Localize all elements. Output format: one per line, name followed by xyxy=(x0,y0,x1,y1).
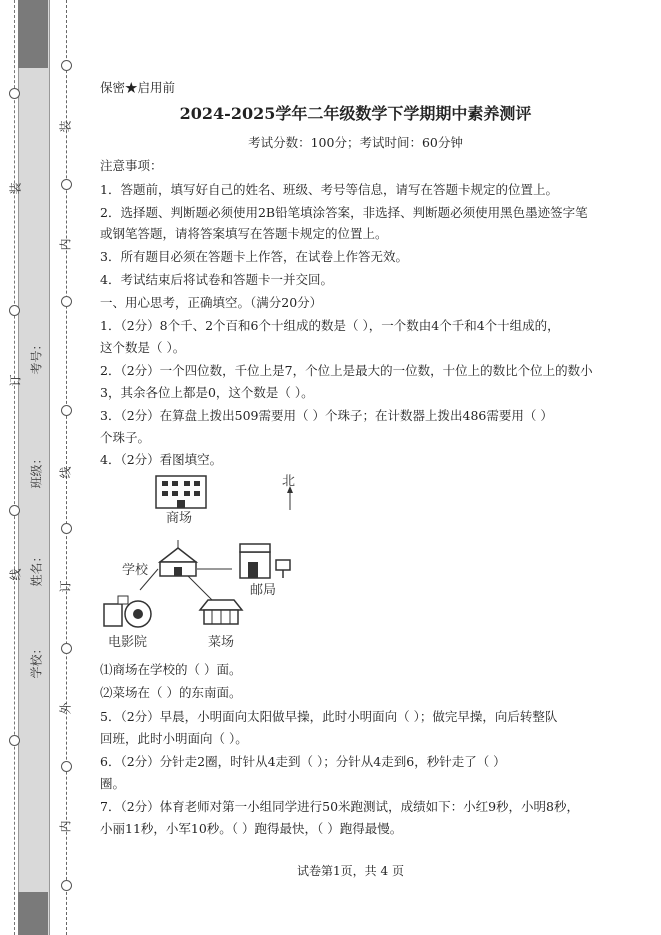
question-line: ⑵菜场在（ ）的东南面。 xyxy=(100,685,242,700)
inner-mark: 内 xyxy=(58,820,73,833)
market-label: 菜场 xyxy=(208,635,235,650)
binding-hole xyxy=(61,643,72,654)
post-office-icon xyxy=(240,544,290,578)
inner-mark: 内 xyxy=(58,238,73,251)
outer-mark: 线 xyxy=(8,568,23,581)
cinema-icon xyxy=(104,596,151,627)
outer-mark: 订 xyxy=(8,374,23,387)
notice-item: 1．答题前，填写好自己的姓名、班级、考号等信息，请写在答题卡规定的位置上。 xyxy=(100,182,558,197)
school-icon xyxy=(160,540,196,576)
question-line: 1．（2分）8个千、2个百和6个十组成的数是（ ），一个数由4个千和4个十组成的， xyxy=(100,318,560,333)
inner-mark: 线 xyxy=(58,466,73,479)
mall-label: 商场 xyxy=(166,511,193,526)
question-line: 这个数是（ ）。 xyxy=(100,340,186,355)
binding-hole xyxy=(61,880,72,891)
notice-item: 2．选择题、判断题必须使用2B铅笔填涂答案，非选择、判断题必须使用黑色墨迹签字笔 xyxy=(100,205,588,220)
page-title: 2024-2025学年二年级数学下学期期中素养测评 xyxy=(179,104,532,123)
binding-hole xyxy=(61,405,72,416)
question-line: 小丽11秒，小军10秒。（ ）跑得最快，（ ）跑得最慢。 xyxy=(100,821,403,836)
field-exam-number: 考号： xyxy=(29,338,44,375)
market-icon xyxy=(200,600,242,624)
field-class: 班级： xyxy=(29,452,44,489)
question-line: 回班，此时小明面向（ ）。 xyxy=(100,731,248,746)
question-line: 2．（2分）一个四位数，千位上是7，个位上是最大的一位数，十位上的数比个位上的数小 xyxy=(100,363,593,378)
post-office-label: 邮局 xyxy=(250,583,277,598)
notice-item: 或钢笔答题，请将答案填写在答题卡规定的位置上。 xyxy=(100,226,388,241)
notice-heading: 注意事项： xyxy=(100,158,163,173)
question-line: 3．（2分）在算盘上拨出509需要用（ ）个珠子；在计数器上拨出486需要用（ ） xyxy=(100,408,553,423)
question-line: 3，其余各位上都是0，这个数是（ ）。 xyxy=(100,385,314,400)
question-line: 圈。 xyxy=(100,776,126,791)
binding-strip-bottom-block xyxy=(18,892,48,935)
inner-mark: 装 xyxy=(58,120,73,133)
binding-hole xyxy=(9,305,20,316)
notice-item: 3．所有题目必须在答题卡上作答，在试卷上作答无效。 xyxy=(100,249,408,264)
binding-strip-top-block xyxy=(18,0,48,68)
question-line: 4．（2分）看图填空。 xyxy=(100,452,223,467)
question-line: 5．（2分）早晨，小明面向太阳做早操，此时小明面向（ ）；做完早操，向后转整队 xyxy=(100,709,558,724)
field-school: 学校： xyxy=(29,642,44,679)
section-heading: 一、用心思考，正确填空。（满分20分） xyxy=(100,295,323,310)
exam-info: 考试分数：100分；考试时间：60分钟 xyxy=(248,135,463,150)
secrecy-label: 保密★启用前 xyxy=(100,80,176,95)
binding-hole xyxy=(61,761,72,772)
inner-mark: 外 xyxy=(58,702,73,715)
outer-mark: 装 xyxy=(8,182,23,195)
binding-hole xyxy=(9,735,20,746)
notice-item: 4．考试结束后将试卷和答题卡一并交回。 xyxy=(100,272,333,287)
inner-mark: 订 xyxy=(58,580,73,593)
map-figure xyxy=(100,470,340,652)
binding-hole xyxy=(9,505,20,516)
binding-hole xyxy=(61,60,72,71)
mall-icon xyxy=(156,476,206,508)
question-line: 7．（2分）体育老师对第一小组同学进行50米跑测试，成绩如下：小红9秒，小明8秒， xyxy=(100,799,579,814)
question-line: ⑴商场在学校的（ ）面。 xyxy=(100,662,242,677)
north-label: 北 xyxy=(282,474,296,489)
question-line: 6．（2分）分针走2圈，时针从4走到（ ）；分针从4走到6，秒针走了（ ） xyxy=(100,754,506,769)
cinema-label: 电影院 xyxy=(108,635,148,650)
binding-hole xyxy=(9,88,20,99)
question-line: 个珠子。 xyxy=(100,430,151,445)
school-label: 学校 xyxy=(122,563,149,578)
page-footer: 试卷第1页，共 4 页 xyxy=(297,864,404,878)
binding-hole xyxy=(61,523,72,534)
binding-hole xyxy=(61,296,72,307)
binding-hole xyxy=(61,179,72,190)
field-name: 姓名： xyxy=(29,550,44,587)
